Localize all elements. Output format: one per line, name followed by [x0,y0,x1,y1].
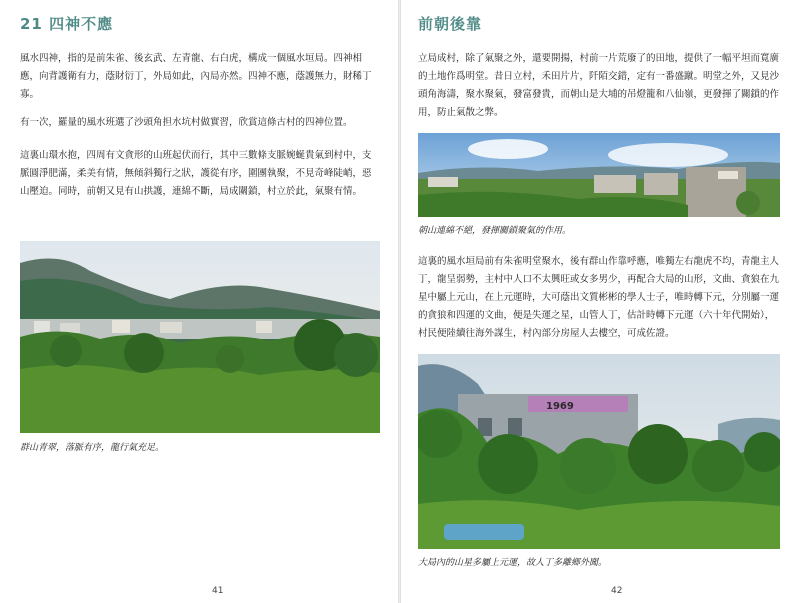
left-photo-caption: 群山青翠，落脈有序，龍行氣充足。 [20,443,165,453]
village-hills-photo [20,241,380,433]
right-paragraph-1: 立局成村，除了氣聚之外，還要開揚，村前一片荒廢了的田地，提供了一幅平坦而寬廣的土地作爲明堂。昔日立村，禾田片片，阡陌交錯，定有一番盛蹴。明堂之外，又見沙頭角海濤，聚水聚氣，發富發貴，而朝山是大埔的吊燈籠和八仙嶺，更發揮了關鎖的作用，防止氣散之弊。 [418,53,780,118]
right-page [401,0,800,603]
left-page [0,0,398,603]
abandoned-house-photo [418,354,780,549]
left-page-title: 21 四神不應 [20,15,114,33]
facing-mountains-photo [418,133,780,217]
right-photo-caption-1: 朝山連綿不絕，發揮關鎖聚氣的作用。 [418,226,572,236]
left-page-number: 41 [212,586,224,596]
right-photo-caption-2: 大局內的山星多屬上元運，故人丁多離鄉外闖。 [418,558,608,568]
left-paragraph-2: 有一次，羅量的風水班選了沙頭角担水坑村做實習，欣賞這條古村的四神位置。 [20,117,353,128]
left-paragraph-3: 這裏山環水抱，四周有文貪形的山班起伏而行，其中三數條支脈婉蜒貴氣到村中，支脈圓淨肥滿，柔美有情，無傾斜獨行之狀，護從有序，圍團執聚，不見奇峰陡峭，惡山壓迫。同時，前朝又見有山拱護，連綿不斷，局成關鎖，村立於此，氣聚有情。 [20,150,372,197]
left-paragraph-1: 風水四神，指的是前朱雀、後玄武、左青龍、右白虎，構成一個風水垣局。四神相應，向背護衛有力，蔭財衍丁，外局如此，內局亦然。四神不應，蔭護無力，財稀丁寡。 [20,53,372,100]
right-paragraph-2: 這裏的風水垣局前有朱雀明堂聚水，後有群山作靠呼應，唯獨左右龍虎不均，青龍主人丁，龍呈弱勢，主村中人口不太興旺或女多男少，再配合大局的山形，文曲、貪狼在九星中屬上元山，在上元運時，大可蔭出文質彬彬的學人士子，唯時轉下元，分別屬一運的貪狼和四運的文曲，便是失運之星，山管人丁，估計時轉下元運（六十年代開始），村民便陸續往海外謀生，村內部分房屋人去樓空，可成佐證。 [418,256,780,339]
building-sign-text: 1969 [546,401,574,412]
right-page-title: 前朝後靠 [418,15,483,33]
right-page-number: 42 [611,586,623,596]
